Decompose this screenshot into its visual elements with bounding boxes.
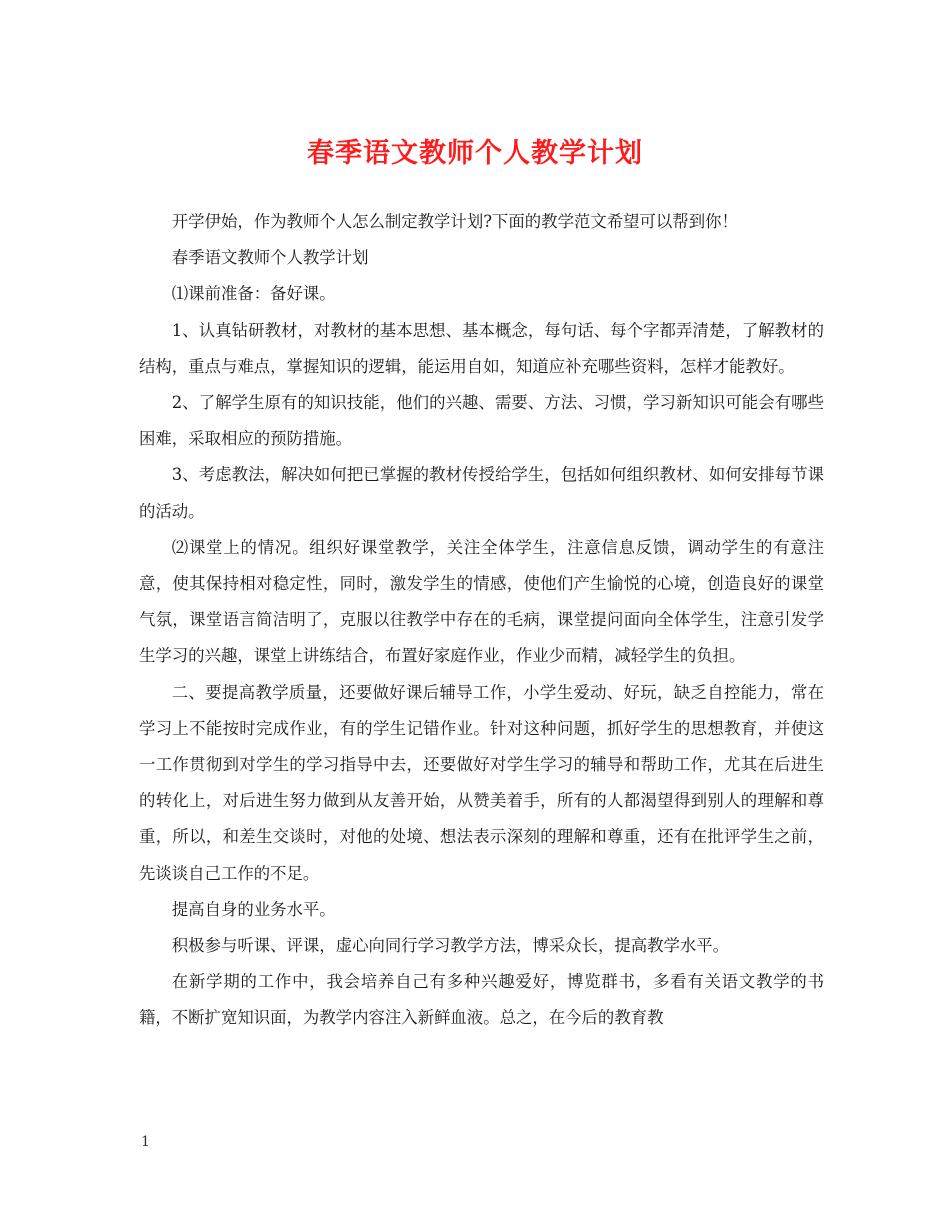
page-number: 1 [141, 1134, 150, 1150]
paragraph: ⑴课前准备：备好课。 [171, 284, 336, 304]
document-body [139, 204, 824, 1037]
paragraph: 2、了解学生原有的知识技能，他们的兴趣、需要、方法、习惯，学习新知识可能会有哪些困难，采取相应的预防措施。 [139, 393, 824, 449]
paragraph: ⑵课堂上的情况。组织好课堂教学，关注全体学生，注意信息反馈，调动学生的有意注意，使其保持相对稳定性，同时，激发学生的情感，使他们产生愉悦的心境，创造良好的课堂气氛，课堂语言简洁明了，克服以往教学中存在的毛病，课堂提问面向全体学生，注意引发学生学习的兴趣，课堂上讲练结合，布置好家庭作业，作业少而精，减轻学生的负担。 [139, 537, 824, 666]
paragraph: 在新学期的工作中，我会培养自己有多种兴趣爱好，博览群书，多看有关语文教学的书籍，不断扩宽知识面，为教学内容注入新鲜血液。总之，在今后的教育教 [139, 972, 824, 1028]
paragraph: 3、考虑教法，解决如何把已掌握的教材传授给学生，包括如何组织教材、如何安排每节课的活动。 [139, 465, 824, 521]
paragraph: 二、要提高教学质量，还要做好课后辅导工作，小学生爱动、好玩，缺乏自控能力，常在学习上不能按时完成作业，有的学生记错作业。针对这种问题，抓好学生的思想教育，并使这一工作贯彻到对学生的学习指导中去，还要做好对学生学习的辅导和帮助工作，尤其在后进生的转化上，对后进生努力做到从友善开始，从赞美着手，所有的人都渴望得到别人的理解和尊重，所以，和差生交谈时，对他的处境、想法表示深刻的理解和尊重，还有在批评学生之前，先谈谈自己工作的不足。 [139, 682, 824, 883]
paragraph: 春季语文教师个人教学计划 [171, 248, 369, 268]
paragraph: 1、认真钻研教材，对教材的基本思想、基本概念，每句话、每个字都弄清楚，了解教材的结构，重点与难点，掌握知识的逻辑，能运用自如，知道应补充哪些资料，怎样才能教好。 [139, 320, 824, 376]
paragraph: 开学伊始，作为教师个人怎么制定教学计划?下面的教学范文希望可以帮到你！ [171, 212, 738, 231]
paragraph: 提高自身的业务水平。 [171, 899, 336, 919]
paragraph: 积极参与听课、评课，虚心向同行学习教学方法，博采众长，提高教学水平。 [171, 936, 730, 956]
document-title: 春季语文教师个人教学计划 [307, 138, 643, 169]
